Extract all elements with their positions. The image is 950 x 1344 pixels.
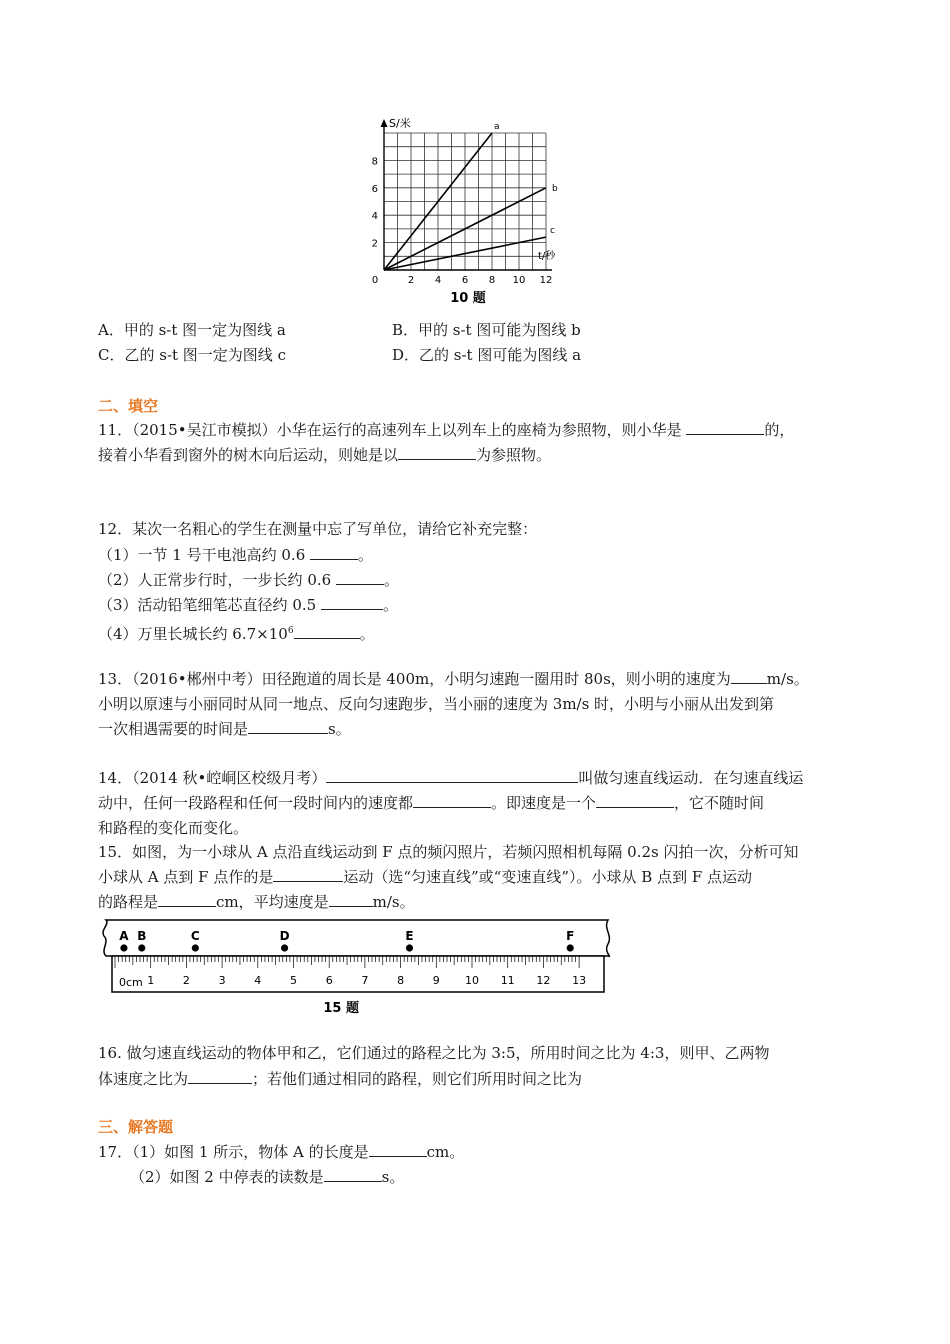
q11-line-2: 接着小华看到窗外的树木向后运动，则她是以 为参照物。 [98,443,551,467]
q16-blank-1[interactable] [188,1067,252,1084]
graph-caption: 10 题 [450,291,486,306]
q12-item-1: （1）一节 1 号干电池高约 0.6 。 [98,543,373,567]
y-tick-label: 8 [371,156,378,168]
y-tick-label: 6 [371,183,378,195]
point-A [120,944,127,951]
ruler-number: 9 [432,974,440,987]
ruler-number: 2 [182,974,190,987]
x-tick-label: 12 [539,275,553,286]
q12-blank-4[interactable] [294,622,360,639]
x-tick-label: 2 [407,275,415,286]
x-tick-label: 6 [461,275,469,286]
y-axis-label: S/米 [389,117,411,130]
ruler-number: 6 [325,974,333,987]
q17-blank-2[interactable] [324,1165,382,1182]
q15-line-2: 小球从 A 点到 F 点作的是 运动（选“匀速直线”或“变速直线”）。小球从 B 点到 F 点运动 [98,865,752,889]
q13-line-1: 13．（2016•郴州中考）田径跑道的周长是 400m，小明匀速跑一圈用时 80s，则小明的速度为 m/s。 [98,667,809,691]
graph-axes [381,119,553,270]
point-label-E: E [405,929,414,943]
point-F [567,944,574,951]
q14-line-1: 14．（2014 秋•崆峒区校级月考） 叫做匀速直线运动．在匀速直线运 [98,766,803,790]
q14-blank-2[interactable] [413,791,491,808]
q15-blank-2[interactable] [158,890,216,907]
q15-line-3: 的路程是 cm，平均速度是 m/s。 [98,890,415,914]
q14-line-3: 和路程的变化而变化。 [98,819,249,837]
q12-item-3: （3）活动铅笔细笔芯直径约 0.5 。 [98,593,398,617]
point-label-C: C [190,929,200,943]
q11-blank-2[interactable] [398,443,476,460]
x-axis-label: t/秒 [538,251,556,262]
ruler [103,920,609,1016]
ruler-number: 12 [536,974,551,987]
q17-blank-1[interactable] [369,1140,427,1157]
ruler-number: 4 [254,974,262,987]
ruler-number: 8 [397,974,405,987]
q12-item-4: （4）万里长城长约 $6.7\times 10^6$ 。 [98,619,375,646]
y-tick-label: 2 [371,238,378,250]
ruler-unit-label: 0cm [119,976,143,989]
q17-line-1: 17．（1）如图 1 所示，物体 A 的长度是 cm。 [98,1140,464,1164]
q14-blank-3[interactable] [596,791,674,808]
origin-label: 0 [371,275,379,286]
q12-stem: 12．某次一名粗心的学生在测量中忘了写单位，请给它补充完整： [98,520,538,538]
point-label-D: D [279,929,290,943]
q12-blank-2[interactable] [336,568,384,585]
ruler-number: 1 [147,974,155,987]
q11-blank-1[interactable] [686,418,764,435]
photo-strip [103,920,609,956]
section-heading-fill-in: 二、填空 [98,397,159,415]
ruler-number: 7 [361,974,369,987]
graph-grid [384,133,546,270]
line-label-c: c [550,226,555,237]
q11-line-1: 11．（2015•吴江市模拟）小华在运行的高速列车上以列车上的座椅为参照物，则小华是 的， [98,418,794,442]
q13-blank-1[interactable] [731,667,767,684]
x-tick-label: 4 [434,275,442,286]
point-label-B: B [137,929,147,943]
q13-blank-2[interactable] [248,717,328,734]
ruler-figure [98,914,618,1020]
point-B [138,944,145,951]
y-tick-label: 4 [371,211,378,223]
point-label-F: F [566,929,575,943]
q14-blank-1[interactable] [326,766,578,783]
point-C [192,944,199,951]
q13-line-3: 一次相遇需要的时间是 s。 [98,717,351,741]
q17-line-2: （2）如图 2 中停表的读数是 s。 [130,1165,404,1189]
ruler-number: 11 [500,974,515,987]
ruler-number: 5 [290,974,297,987]
section-heading-solve: 三、解答题 [98,1118,174,1136]
line-label-b: b [552,183,558,194]
q13-line-2: 小明以原速与小丽同时从同一地点、反向匀速跑步，当小丽的速度为 3m/s 时，小明与小丽从出发到第 [98,695,775,713]
q15-line-1: 15．如图，为一小球从 A 点沿直线运动到 F 点的频闪照片，若频闪照相机每隔 0.2s 闪拍一次，分析可知 [98,843,799,861]
x-tick-label: 10 [512,275,526,286]
point-D [281,944,288,951]
ruler-number: 3 [218,974,226,987]
q15-blank-1[interactable] [273,865,343,882]
y-axis-arrow [381,119,388,127]
q12-blank-1[interactable] [310,543,358,560]
line-label-a: a [494,122,500,132]
q12-item-2: （2）人正常步行时，一步长约 0.6 。 [98,568,399,592]
q12-blank-3[interactable] [321,593,383,610]
ruler-number: 13 [572,974,587,987]
ruler-caption: 15 题 [323,1001,360,1016]
st-graph [360,110,590,310]
q15-blank-3[interactable] [329,890,373,907]
q10-option-a: A．甲的 s-t 图一定为图线 a [98,321,286,339]
q10-option-b: B．甲的 s-t 图可能为图线 b [392,321,581,339]
q16-line-1: 16. 做匀速直线运动的物体甲和乙，它们通过的路程之比为 3:5，所用时间之比为 4:3，则甲、乙两物 [98,1044,770,1062]
point-label-A: A [119,929,129,943]
q10-option-c: C．乙的 s-t 图一定为图线 c [98,346,286,364]
q14-line-2: 动中，任何一段路程和任何一段时间内的速度都 。即速度是一个 ，它不随时间 [98,791,764,815]
ruler-number: 10 [465,974,479,987]
q10-option-d: D．乙的 s-t 图可能为图线 a [392,346,582,364]
point-E [406,944,413,951]
x-tick-label: 8 [488,275,496,286]
q16-line-2: 体速度之比为 ；若他们通过相同的路程，则它们所用时间之比为 [98,1067,582,1091]
